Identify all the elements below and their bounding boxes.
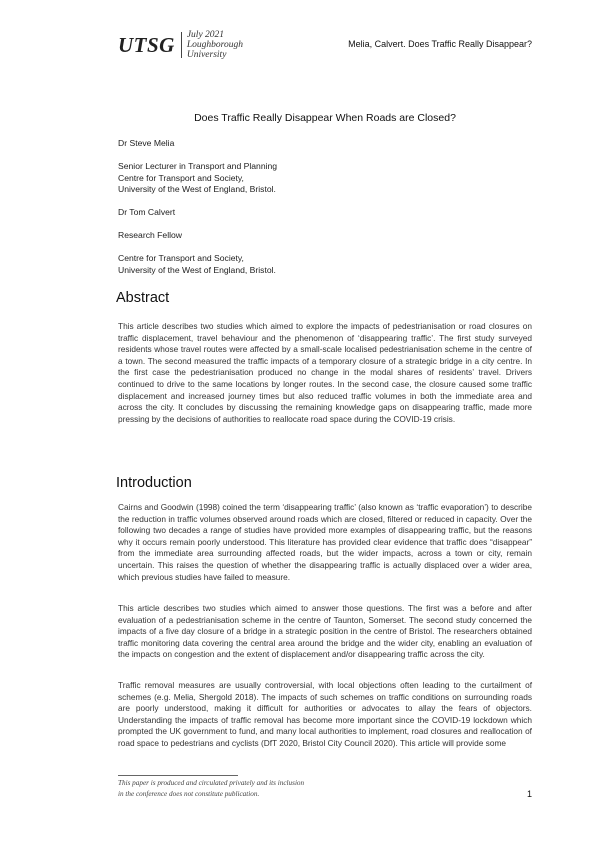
utsg-logo bbox=[118, 30, 243, 60]
author-affiliation-line: Centre for Transport and Society, bbox=[118, 172, 244, 183]
logo-institution: University bbox=[186, 50, 227, 60]
author-name: Dr Steve Melia bbox=[118, 138, 175, 148]
author-affiliation-line: University of the West of England, Bristol. bbox=[118, 264, 276, 275]
author-affiliation-line: Centre for Transport and Society, bbox=[118, 253, 244, 263]
author-affiliation-line: University of the West of England, Bristol. bbox=[118, 184, 276, 194]
body-paragraph: This article describes two studies which aimed to answer those questions. The first was a before and after evaluation of a pedestrianisation scheme in the centre of Taunton, Somerset. The second study concerned the impacts of a five day closure of a bridge in a strategic position in the centre of Bristol. The researchers obtained traffic monitoring data covering the central area around the bridge and the wider city, enabling an evaluation of the impacts on congestion and the extent of displacement and/or disappearing traffic across the city. bbox=[118, 603, 532, 660]
section-heading-introduction: Introduction bbox=[116, 475, 192, 491]
body-paragraph: Cairns and Goodwin (1998) coined the term ‘disappearing traffic’ (also known as ‘traffic evaporation’) to describe the reduction in traffic volumes observed around roads which are closed, filtered or reduced in capacity. Over the following two decades a range of studies have provided more examples of disappearing traffic, but the reasons why it occurs remain poorly understood. This literature has provided clear evidence that traffic does “disappear” from the immediate area surrounding affected roads, but the wider impacts, across a town or city, remain uncertain. This raises the question of whether the disappearing traffic is actually displaced over a wider area, which previous studies have failed to measure. bbox=[118, 502, 532, 582]
logo-date: July 2021 bbox=[186, 30, 225, 40]
author-details bbox=[118, 161, 532, 196]
running-head: Melia, Calvert. Does Traffic Really Disappear? bbox=[348, 39, 532, 49]
footer-note bbox=[118, 778, 304, 799]
logo-mark: UTSG bbox=[118, 32, 182, 58]
footer-rule bbox=[118, 775, 238, 776]
paper-title: Does Traffic Really Disappear When Roads are Closed? bbox=[194, 112, 456, 124]
footer-note-line: This paper is produced and circulated privately and its inclusion bbox=[118, 779, 305, 787]
author-role: Senior Lecturer in Transport and Planning bbox=[118, 161, 278, 171]
section-heading-abstract: Abstract bbox=[116, 290, 170, 306]
logo-place: Loughborough bbox=[186, 40, 243, 50]
author-affiliation bbox=[118, 253, 532, 276]
body-paragraph: Traffic removal measures are usually controversial, with local objections often leading to the curtailment of schemes (e.g. Melia, Shergold 2018). The impacts of such schemes on traffic conditions on surrounding roads are poorly understood, making it difficult for authorities or advocates to allay the fears of objectors. Understanding the impacts of traffic removal has become more important since the COVID-19 lockdown which prompted the UK government to fund, and many local authorities to implement, road closures and reallocation of road space to pedestrians and cyclists (DfT 2020, Bristol City Council 2020). This article will provide some bbox=[118, 680, 532, 748]
logo-subtext bbox=[182, 30, 243, 60]
author-name: Dr Tom Calvert bbox=[118, 207, 176, 217]
page-number: 1 bbox=[526, 789, 532, 799]
author-role: Research Fellow bbox=[118, 230, 182, 240]
footer-note-line: in the conference does not constitute publication. bbox=[118, 789, 260, 798]
abstract-paragraph: This article describes two studies which aimed to explore the impacts of pedestrianisation or road closures on traffic displacement, travel behaviour and the phenomenon of ‘disappearing traffic’. The first study surveyed residents whose travel routes were affected by a small-scale localised pedestrianisation scheme in the centre of a town. The second measured the traffic impacts of a temporary closure of a strategic bridge in a city centre. In the first case the pedestrianisation produced no change in the modal shares of residents’ travel. Drivers continued to drive to the same locations by longer routes. In the second case, the closure caused some traffic displacement and increased journey times but also reduced traffic volumes in both the immediate area and across the city. It concludes by discussing the remaining knowledge gaps on disappearing traffic, made more pressing by the decisions of authorities to reallocate road space during the COVID-19 crisis. bbox=[118, 321, 532, 424]
